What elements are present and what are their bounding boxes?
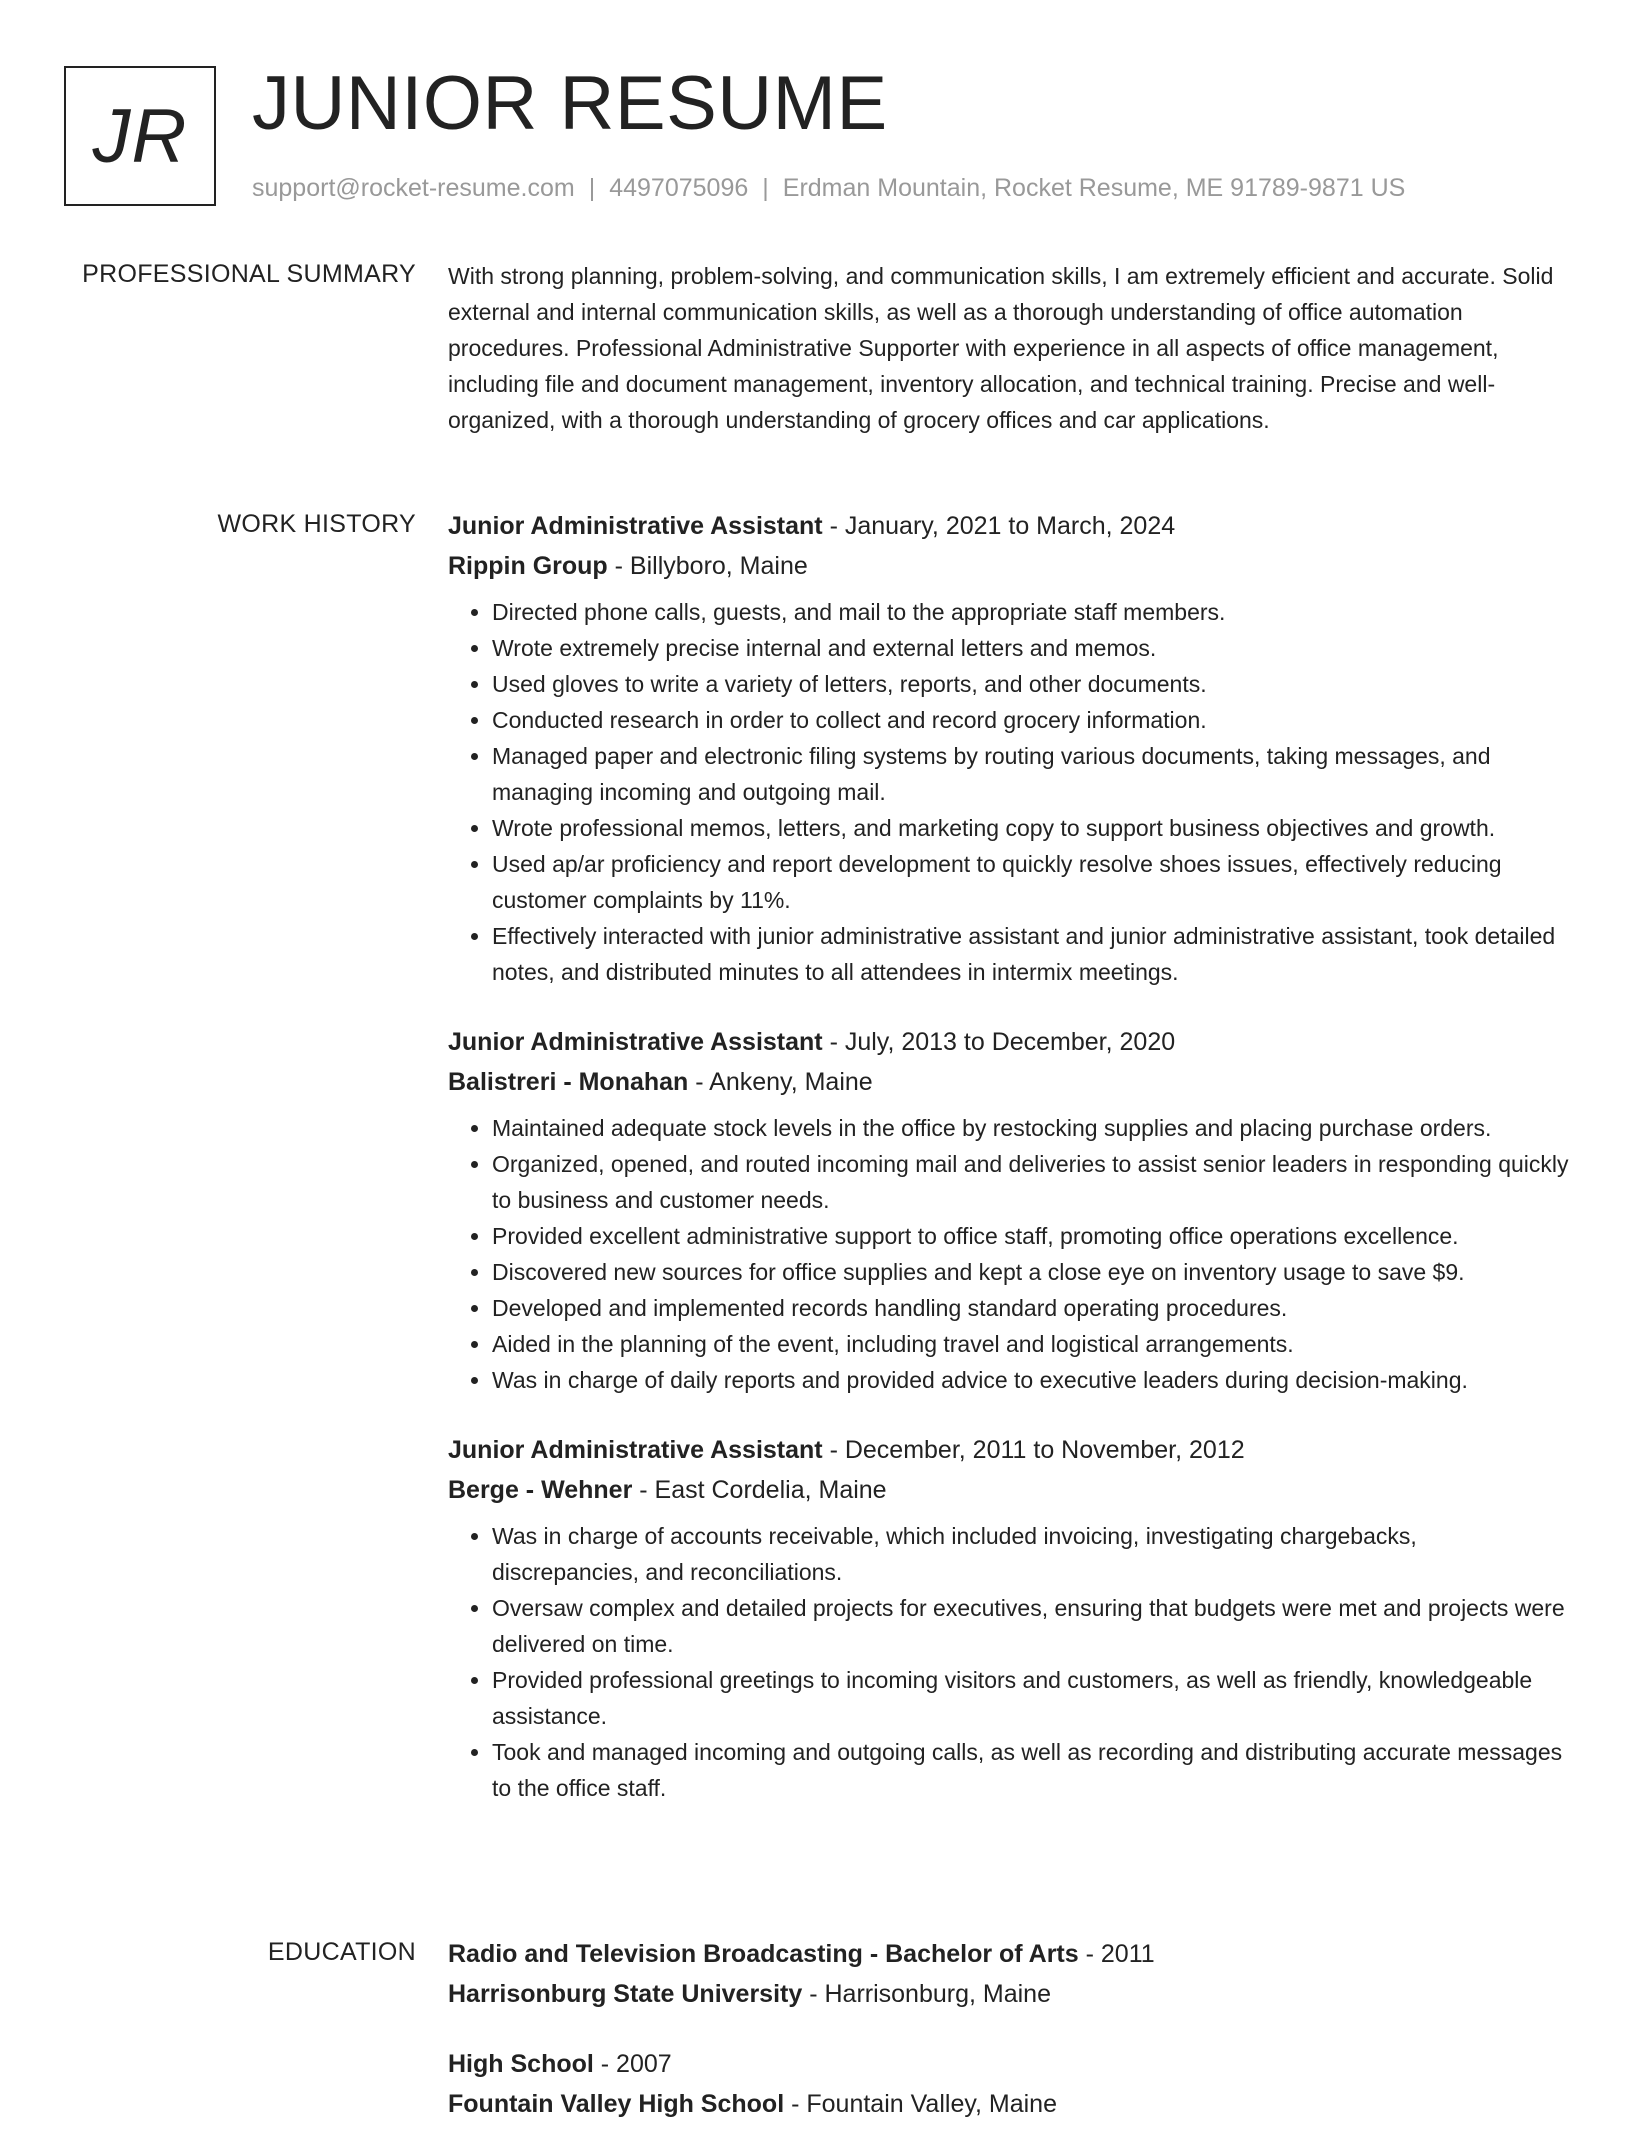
job-bullet-item: • Provided professional greetings to incoming visitors and customers, as well as friendly, knowledgeable assistance. [492,1662,1570,1734]
job-bullets [448,1518,1570,1806]
section-label-work-history: WORK HISTORY [217,510,416,538]
education-degree-line [448,1934,1570,1974]
education-degree-line [448,2044,1570,2084]
contact-separator: | [762,174,769,202]
job-bullet-item: • Oversaw complex and detailed projects for executives, ensuring that budgets were met and projects were delivered on time. [492,1590,1570,1662]
education-entry [448,2044,1570,2124]
job-dates: - July, 2013 to December, 2020 [822,1028,1176,1056]
job-bullet-item: • Wrote professional memos, letters, and marketing copy to support business objectives and growth. [492,810,1570,846]
education-school-line [448,2084,1570,2124]
job-bullet-item: • Provided excellent administrative support to office staff, promoting office operations excellence. [492,1218,1570,1254]
job-location: - East Cordelia, Maine [632,1476,887,1504]
job-title: Junior Administrative Assistant [448,1436,823,1464]
job-company: Balistreri - Monahan [448,1068,689,1096]
job-bullet-item: • Aided in the planning of the event, including travel and logistical arrangements. [492,1326,1570,1362]
job-company-line [448,1062,1570,1102]
job-company-line [448,546,1570,586]
education-school: Harrisonburg State University [448,1980,803,2008]
education-school-line [448,1974,1570,2014]
job-entry [448,506,1570,990]
summary-text: With strong planning, problem-solving, and communication skills, I am extremely efficient and accurate. Solid external and internal communication skills, as well as a thorough understanding of office automation procedures. Professional Administrative Supporter with experience in all aspects of office management, including file and document management, inventory allocation, and technical training. Precise and well-organized, with a thorough understanding of grocery offices and car applications. [448,263,1554,433]
job-dates: - December, 2011 to November, 2012 [822,1436,1245,1464]
education-location: - Harrisonburg, Maine [802,1980,1051,2008]
job-bullet-item: • Developed and implemented records handling standard operating procedures. [492,1290,1570,1326]
job-bullet-item: • Managed paper and electronic filing systems by routing various documents, taking messages, and managing incoming and outgoing mail. [492,738,1570,810]
contact-separator: | [588,174,596,202]
job-bullet-item: • Directed phone calls, guests, and mail to the appropriate staff members. [492,594,1570,630]
job-title-line [448,506,1570,546]
job-bullet-item: • Used gloves to write a variety of letters, reports, and other documents. [492,666,1570,702]
education-location: - Fountain Valley, Maine [784,2090,1057,2118]
job-bullet-item: • Used ap/ar proficiency and report development to quickly resolve shoes issues, effectively reducing customer complaints by 11%. [492,846,1570,918]
job-entry [448,1022,1570,1398]
job-entry [448,1430,1570,1806]
job-bullet-item: • Took and managed incoming and outgoing calls, as well as recording and distributing accurate messages to the office staff. [492,1734,1570,1806]
job-bullet-item: • Effectively interacted with junior administrative assistant and junior administrative assistant, took detailed notes, and distributed minutes to all attendees in intermix meetings. [492,918,1570,990]
monogram-logo: JR [64,66,216,206]
job-title-line [448,1022,1570,1062]
education-year: - 2011 [1078,1940,1155,1968]
education-degree: High School [448,2050,594,2078]
contact-email: support@rocket-resume.com [252,174,575,202]
job-bullet-item: • Was in charge of daily reports and provided advice to executive leaders during decision-making. [492,1362,1570,1398]
summary-content [448,258,1570,438]
contact-line [252,174,1405,203]
contact-phone: 4497075096 [609,174,749,202]
work-history-content [448,506,1570,1838]
education-degree: Radio and Television Broadcasting - Bachelor of Arts [448,1940,1079,1968]
job-bullet-item: • Maintained adequate stock levels in the office by restocking supplies and placing purchase orders. [492,1110,1570,1146]
job-title-line [448,1430,1570,1470]
job-location: - Ankeny, Maine [688,1068,873,1096]
education-year: - 2007 [593,2050,672,2078]
job-bullets [448,594,1570,990]
education-entry [448,1934,1570,2014]
section-label-education: EDUCATION [267,1938,416,1966]
resume-header [64,61,1584,210]
job-bullet-item: • Wrote extremely precise internal and external letters and memos. [492,630,1570,666]
job-company: Berge - Wehner [448,1476,633,1504]
job-location: - Billyboro, Maine [607,552,808,580]
job-company: Rippin Group [448,552,608,580]
job-bullet-item: • Conducted research in order to collect and record grocery information. [492,702,1570,738]
job-bullet-item: • Organized, opened, and routed incoming mail and deliveries to assist senior leaders in responding quickly to business and customer needs. [492,1146,1570,1218]
job-bullet-item: • Discovered new sources for office supplies and kept a close eye on inventory usage to save $9. [492,1254,1570,1290]
job-bullets [448,1110,1570,1398]
education-content [448,1934,1570,2154]
job-title: Junior Administrative Assistant [448,512,823,540]
education-school: Fountain Valley High School [448,2090,785,2118]
contact-address: Erdman Mountain, Rocket Resume, ME 91789-9871 US [782,174,1406,202]
section-label-summary: PROFESSIONAL SUMMARY [82,260,416,288]
job-dates: - January, 2021 to March, 2024 [822,512,1176,540]
job-bullet-item: • Was in charge of accounts receivable, which included invoicing, investigating chargebacks, discrepancies, and reconciliations. [492,1518,1570,1590]
job-title: Junior Administrative Assistant [448,1028,823,1056]
job-company-line [448,1470,1570,1510]
resume-name: JUNIOR RESUME [252,61,888,146]
